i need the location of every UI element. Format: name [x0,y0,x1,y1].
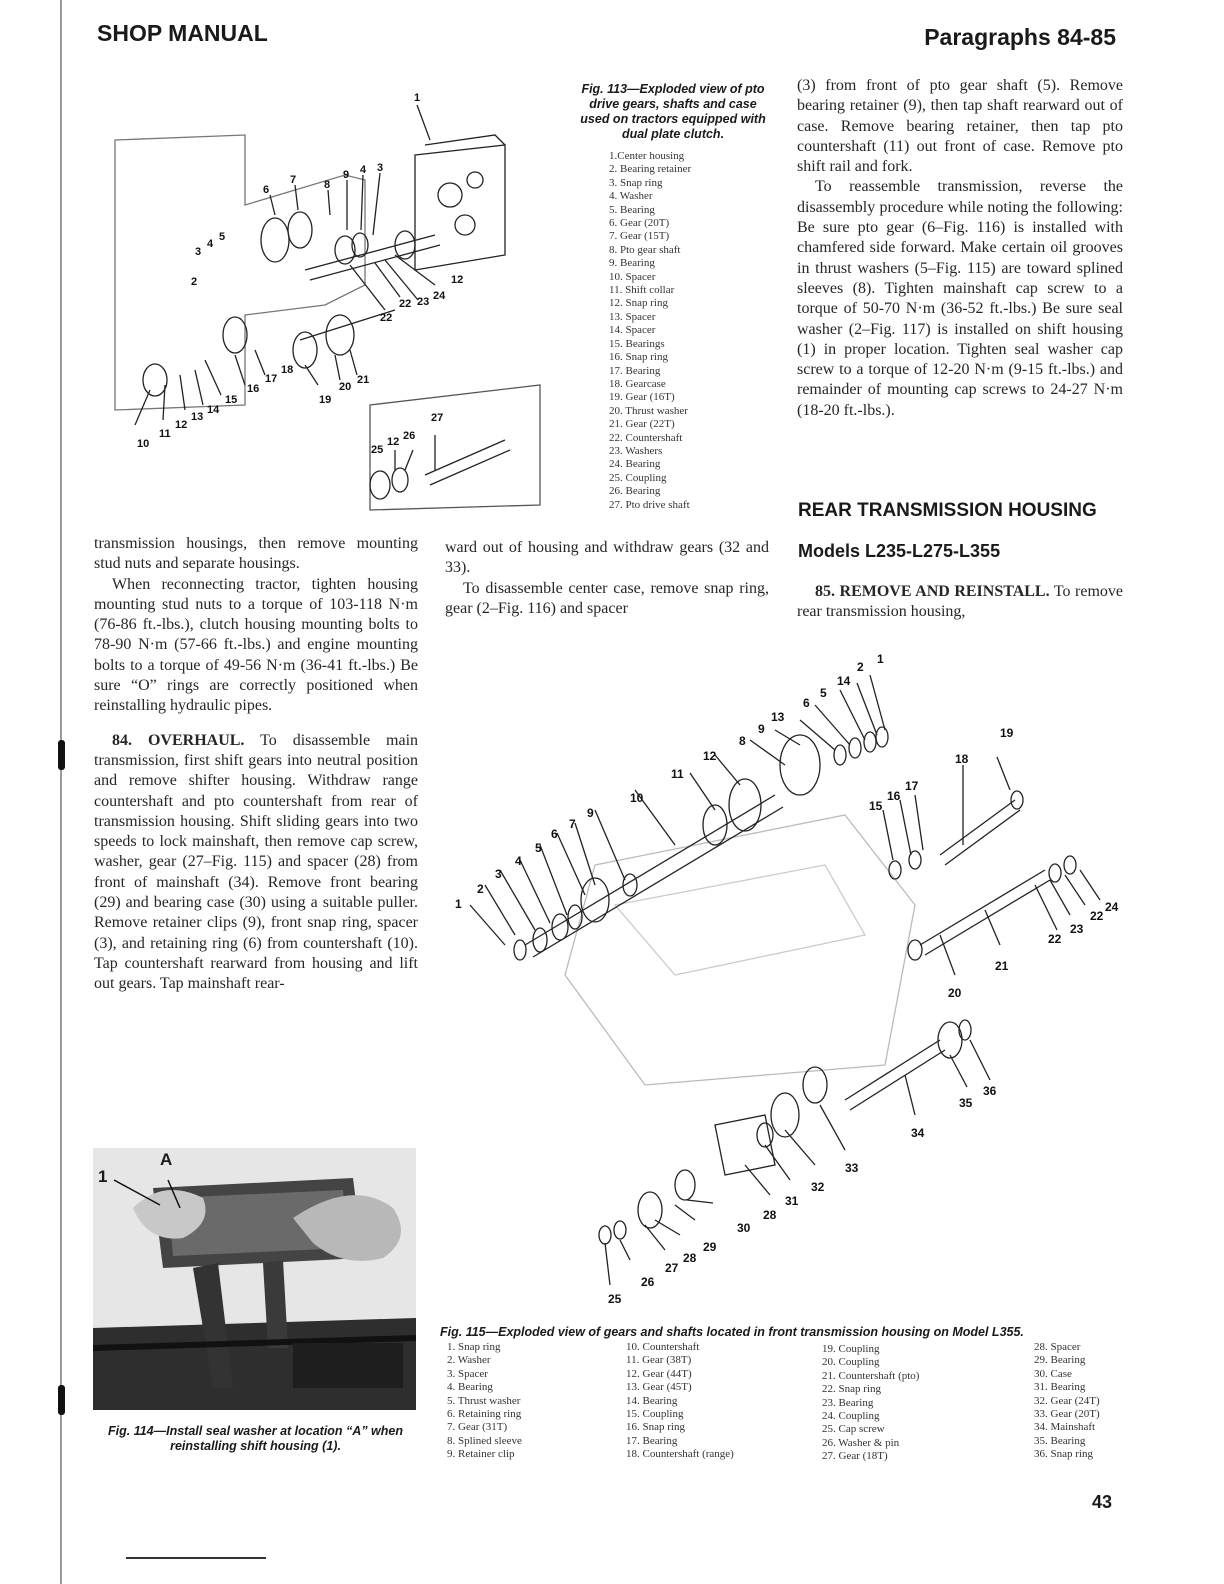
legend-item: 36. Snap ring [1034,1448,1093,1461]
figure-115-legend-col1 [447,1341,522,1462]
svg-text:13: 13 [771,710,785,724]
legend-item: 15. Bearings [609,337,665,350]
paragraph: (3) from front of pto gear shaft (5). Remove bearing retainer (9), then tap shaft rearward out of case. Remove bearing retainer, then tap pto countershaft (11) out front of case. Remove pto shift rail and fork. [797,77,1123,176]
svg-text:5: 5 [219,231,226,243]
svg-text:23: 23 [1070,922,1084,936]
svg-text:13: 13 [191,411,204,423]
svg-text:18: 18 [281,364,294,376]
svg-text:3: 3 [495,867,502,881]
legend-item: 28. Spacer [1034,1341,1081,1353]
svg-text:8: 8 [739,734,746,748]
legend-item: 5. Thrust washer [447,1394,521,1407]
legend-item: 2. Bearing retainer [609,163,692,176]
figure-114-label-1: 1 [98,1167,108,1186]
legend-item: 24. Coupling [822,1410,880,1423]
paragraph-label: 84. OVERHAUL. [112,731,245,749]
paragraph: To reassemble transmission, reverse the disassembly procedure while noting the following: Be sure pto gear (6–Fig. 116) is installed with chamfered side forward. Make certain oil grooves in thrust washers (5–Fig. 115) are toward splined sleeves (8). Tighten mainshaft cap screw to a torque of 50-70 N·m (36-52 ft.-lbs.) Be sure seal washer (2–Fig. 117) is installed on shift housing (1) in proper location. Tighten seal washer cap screw to a torque of 12-20 N·m (9-15 ft.-lbs.) and remainder of mounting cap screws to 24-27 N·m (18-20 ft.-lbs.). [797,178,1123,419]
legend-item: 1.Center housing [609,150,685,162]
svg-text:16: 16 [887,789,901,803]
svg-text:22: 22 [399,298,412,310]
svg-text:12: 12 [703,749,717,763]
svg-text:5: 5 [820,686,827,700]
legend-item: 20. Coupling [822,1356,880,1369]
svg-text:11: 11 [671,767,684,781]
svg-text:11: 11 [159,428,171,440]
svg-text:30: 30 [737,1221,751,1235]
svg-text:36: 36 [983,1084,997,1098]
legend-item: 21. Countershaft (pto) [822,1369,920,1382]
legend-item: 29. Bearing [1034,1354,1086,1367]
legend-item: 3. Spacer [447,1367,488,1380]
svg-text:26: 26 [641,1275,655,1289]
svg-text:24: 24 [433,290,446,302]
legend-item: 17. Bearing [626,1434,678,1447]
svg-text:27: 27 [665,1261,679,1275]
svg-text:20: 20 [339,381,352,393]
svg-text:10: 10 [630,791,644,805]
svg-text:18: 18 [955,752,969,766]
svg-text:21: 21 [995,959,1009,973]
legend-item: 27. Gear (18T) [822,1450,888,1463]
legend-item: 33. Gear (20T) [1034,1408,1100,1421]
legend-item: 32. Gear (24T) [1034,1394,1100,1407]
running-header-left: SHOP MANUAL [97,20,268,46]
svg-text:1: 1 [455,897,462,911]
svg-text:3: 3 [195,246,202,258]
legend-item: 31. Bearing [1034,1381,1086,1394]
paragraph: ward out of housing and withdraw gears (32 and 33). [445,539,769,577]
figure-114-leader [100,1160,220,1220]
svg-text:1: 1 [877,652,884,666]
legend-item: 23. Bearing [822,1396,874,1409]
legend-item: 9. Retainer clip [447,1448,515,1461]
svg-text:25: 25 [371,444,384,456]
legend-item: 30. Case [1034,1367,1072,1380]
legend-item: 24. Bearing [609,458,661,471]
legend-item: 8. Pto gear shaft [609,243,681,256]
svg-text:1: 1 [414,92,421,104]
figure-113-caption: Fig. 113—Exploded view of pto drive gears, shafts and case used on tractors equipped with dual plate clutch. [580,82,766,141]
binding-mark [58,740,65,770]
legend-item: 27. Pto drive shaft [609,498,690,511]
svg-text:10: 10 [137,438,150,450]
models-heading: Models L235-L275-L355 [798,541,1001,561]
svg-text:15: 15 [225,394,238,406]
figure-113-legend [609,150,691,512]
legend-item: 22. Countershaft [609,431,683,444]
svg-text:2: 2 [191,276,198,288]
svg-text:4: 4 [360,164,367,176]
svg-text:5: 5 [535,841,542,855]
legend-item: 7. Gear (31T) [447,1421,508,1434]
legend-item: 14. Spacer [609,324,656,337]
paragraph: To disassemble center case, remove snap ring, gear (2–Fig. 116) and spacer [445,579,769,617]
legend-item: 17. Bearing [609,364,661,377]
legend-item: 19. Coupling [822,1343,880,1355]
paragraph-text: To disassemble main transmission, first shift gears into neutral position and remove shifter housing. Withdraw range countershaft and pto countershaft from rear of transmission housing. Shift sliding gears into two speeds to lock mainshaft, then remove cap screw, washer, gear (27–Fig. 115) and spacer (28) from front of mainshaft (34). Remove front bearing (29) and bearing case (30) using a suitable puller. Remove retainer clips (9), front snap ring, spacer (3), and retaining ring (6) from countershaft (10). Tap countershaft rearward from housing and lift out gears. Tap mainshaft rear- [94,731,419,993]
svg-text:12: 12 [451,274,464,286]
legend-item: 12. Snap ring [609,297,668,310]
legend-item: 16. Snap ring [626,1421,685,1434]
paragraph-label: 85. REMOVE AND REINSTALL. [815,583,1050,600]
figure-115-drawing [445,645,1125,1310]
legend-item: 21. Gear (22T) [609,418,675,431]
svg-text:31: 31 [785,1194,799,1208]
legend-item: 6. Retaining ring [447,1408,522,1421]
svg-text:12: 12 [175,419,188,431]
svg-text:4: 4 [515,854,522,868]
paragraph: When reconnecting tractor, tighten housing mounting stud nuts to a torque of 103-118 N·m (76-86 ft.-lbs.), clutch housing mounting bolts to 78-90 N·m (57-66 ft.-lbs.) and engine mounting bolts to a torque of 49-56 N·m (36-41 ft.-lbs.) Be sure “O” rings are correctly positioned when reinstalling hydraulic pipes. [94,575,418,715]
figure-114-caption: Fig. 114—Install seal washer at location “A” when reinstalling shift housing (1). [108,1424,403,1453]
footer-rule [126,1557,266,1559]
section-heading: REAR TRANSMISSION HOUSING [798,500,1097,521]
svg-text:35: 35 [959,1096,973,1110]
svg-text:2: 2 [857,660,864,674]
svg-text:17: 17 [905,779,919,793]
svg-text:6: 6 [803,696,810,710]
legend-item: 7. Gear (15T) [609,230,670,243]
right-column-text [797,76,1123,421]
svg-text:23: 23 [417,296,430,308]
legend-item: 10. Countershaft [626,1341,700,1353]
legend-item: 26. Washer & pin [822,1436,900,1449]
legend-item: 16. Snap ring [609,351,668,364]
svg-text:20: 20 [948,986,962,1000]
svg-text:12: 12 [387,436,400,448]
svg-text:14: 14 [207,404,220,416]
figure-115-caption: Fig. 115—Exploded view of gears and shafts located in front transmission housing on Model L355. [440,1325,1024,1339]
svg-text:9: 9 [758,722,765,736]
legend-item: 4. Washer [609,190,653,203]
svg-text:8: 8 [324,179,331,191]
legend-item: 8. Splined sleeve [447,1434,522,1447]
legend-item: 1. Snap ring [447,1341,501,1353]
legend-item: 4. Bearing [447,1381,493,1394]
svg-text:32: 32 [811,1180,825,1194]
svg-text:16: 16 [247,383,260,395]
legend-item: 6. Gear (20T) [609,217,670,230]
legend-item: 23. Washers [609,444,663,457]
svg-text:9: 9 [587,806,594,820]
figure-113-drawing [95,85,565,515]
svg-text:26: 26 [403,430,416,442]
svg-text:17: 17 [265,373,278,385]
legend-item: 10. Spacer [609,270,656,283]
legend-item: 12. Gear (44T) [626,1367,692,1380]
legend-item: 18. Gearcase [609,377,666,390]
svg-text:33: 33 [845,1161,859,1175]
svg-text:24: 24 [1105,900,1119,914]
left-column-text [94,534,418,995]
svg-text:3: 3 [377,162,384,174]
figure-115-legend-col4 [1034,1341,1100,1462]
middle-column-text [445,538,769,619]
svg-text:9: 9 [343,169,350,181]
legend-item: 11. Gear (38T) [626,1354,692,1367]
legend-item: 14. Bearing [626,1394,678,1407]
legend-item: 34. Mainshaft [1034,1421,1096,1434]
svg-text:34: 34 [911,1126,925,1140]
svg-text:6: 6 [551,827,558,841]
legend-item: 35. Bearing [1034,1434,1086,1447]
svg-text:28: 28 [683,1251,697,1265]
svg-text:22: 22 [380,312,393,324]
svg-text:29: 29 [703,1240,717,1254]
legend-item: 13. Spacer [609,310,656,323]
legend-item: 25. Cap screw [822,1423,885,1436]
binding-mark [58,1385,65,1415]
svg-text:22: 22 [1090,909,1104,923]
running-header-right: Paragraphs 84-85 [924,24,1116,50]
legend-item: 25. Coupling [609,471,667,484]
svg-text:21: 21 [357,374,370,386]
svg-text:2: 2 [477,882,484,896]
svg-text:7: 7 [569,817,576,831]
svg-text:7: 7 [290,174,297,186]
legend-item: 22. Snap ring [822,1383,881,1396]
figure-115-legend-col3 [822,1343,919,1464]
svg-text:6: 6 [263,184,270,196]
legend-item: 18. Countershaft (range) [626,1448,734,1461]
paragraph-text: To remove rear transmission housing, [797,583,1123,621]
paragraph-85 [797,582,1123,623]
binding-edge [60,0,62,1584]
svg-text:22: 22 [1048,932,1062,946]
legend-item: 26. Bearing [609,485,661,498]
figure-114-label-a: A [160,1150,173,1169]
legend-item: 9. Bearing [609,257,655,270]
legend-item: 11. Shift collar [609,284,675,297]
paragraph: transmission housings, then remove mounting stud nuts and separate housings. [94,535,418,573]
svg-text:19: 19 [1000,726,1014,740]
page-number: 43 [1091,1492,1112,1512]
legend-item: 3. Snap ring [609,176,663,189]
svg-text:25: 25 [608,1292,622,1306]
legend-item: 2. Washer [447,1354,491,1367]
legend-item: 19. Gear (16T) [609,391,675,404]
svg-text:4: 4 [207,238,214,250]
legend-item: 13. Gear (45T) [626,1381,692,1394]
legend-item: 20. Thrust washer [609,404,688,417]
svg-text:19: 19 [319,394,332,406]
figure-115-legend-col2 [626,1341,734,1462]
svg-text:14: 14 [837,674,851,688]
svg-text:27: 27 [431,412,444,424]
svg-text:15: 15 [869,799,883,813]
svg-text:28: 28 [763,1208,777,1222]
legend-item: 15. Coupling [626,1408,684,1421]
legend-item: 5. Bearing [609,203,655,216]
